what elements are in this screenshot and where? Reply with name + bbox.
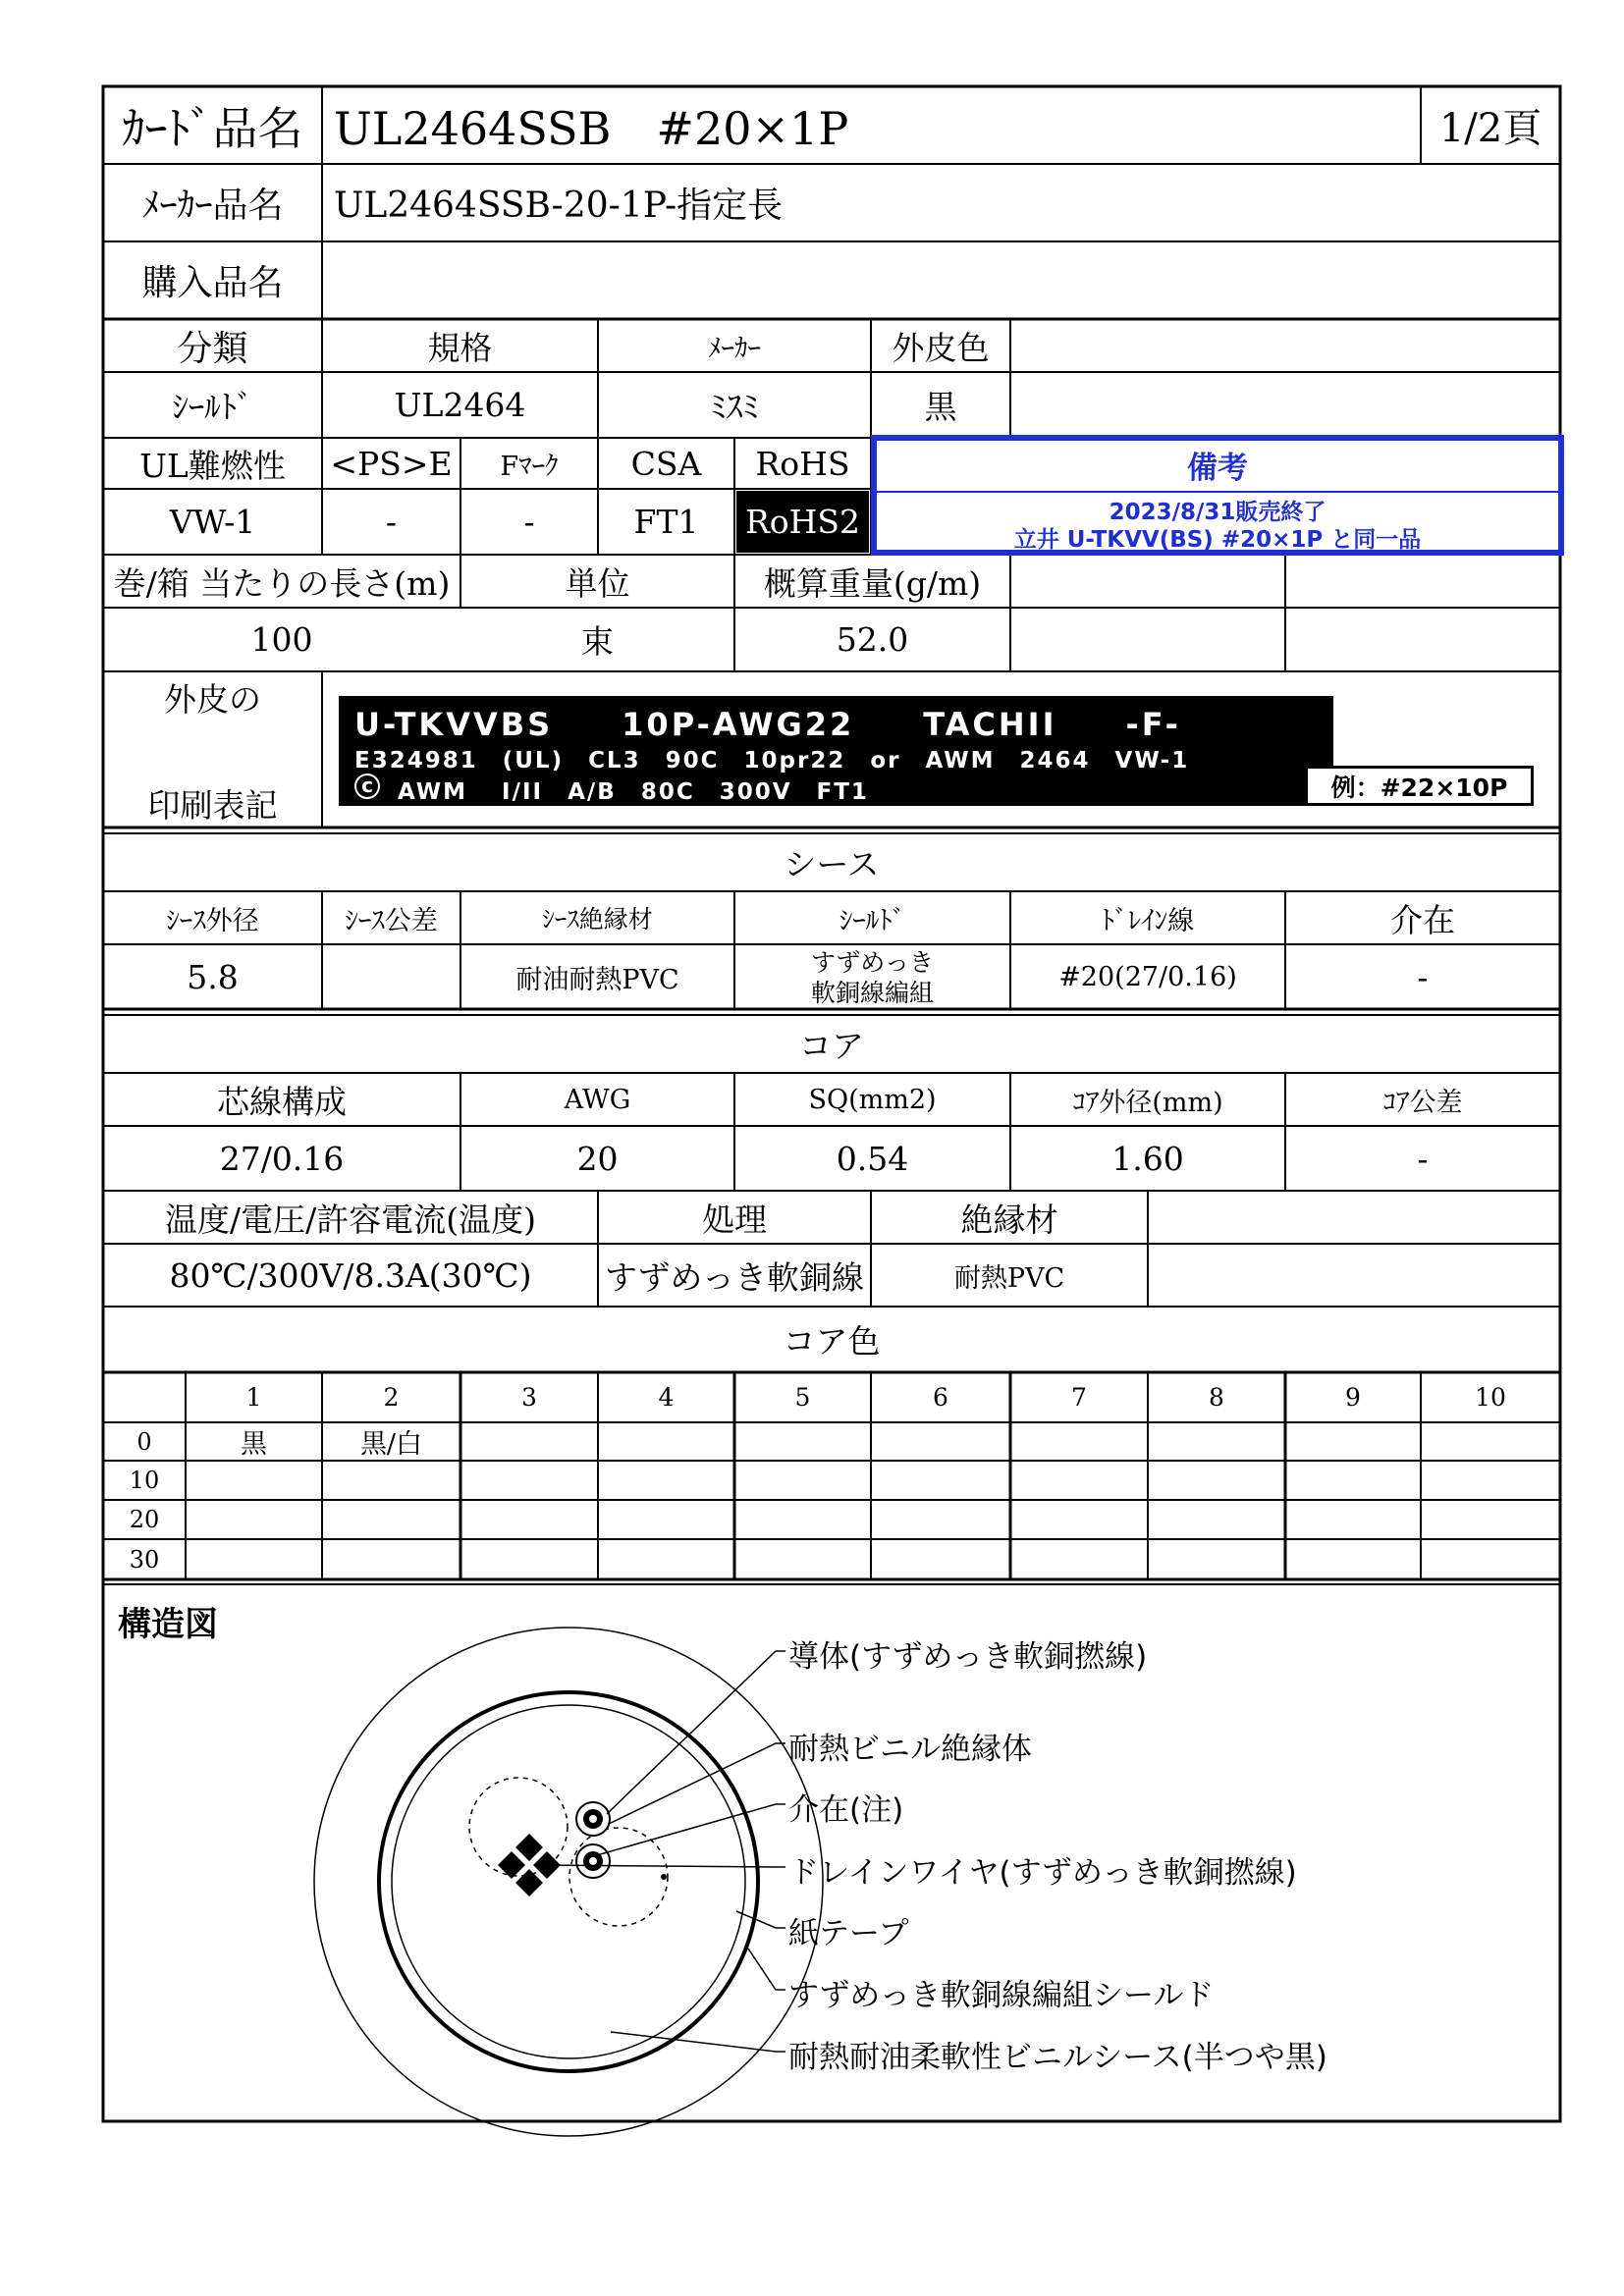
core-tolerance-value: -: [1417, 1139, 1429, 1178]
shield-header: ｼｰﾙﾄﾞ: [839, 905, 906, 936]
maker-value: ﾐｽﾐ: [710, 388, 759, 426]
card-name-label: ｶｰﾄﾞ品名: [122, 101, 303, 155]
color-column-header: 7: [1071, 1383, 1087, 1412]
unit-value: 束: [581, 622, 614, 661]
drain-header: ﾄﾞﾚｲﾝ線: [1101, 905, 1195, 936]
weight-header: 概算重量(g/m): [763, 563, 982, 603]
print-example-label: 例：#22×10P: [1305, 766, 1534, 806]
remarks-line2: 立井 U-TKVV(BS) #20×1P と同一品: [1013, 526, 1422, 553]
remarks-title: 備考: [1187, 450, 1248, 486]
color-column-header: 5: [794, 1383, 811, 1412]
core-tolerance-header: ｺｱ公差: [1382, 1087, 1463, 1118]
pse-header: <PS>E: [330, 444, 453, 483]
print-line-2: E324981 (UL) CL3 90C 10pr22 or AWM 2464 VW-1: [354, 748, 1190, 774]
page-number: 1/2頁: [1438, 106, 1543, 151]
csa-value: FT1: [633, 503, 699, 541]
structure-title: 構造図: [118, 1605, 218, 1644]
sheath-section-title: シース: [784, 845, 880, 883]
filler-circle-lower: [569, 1828, 668, 1926]
label-paper-tape: 紙テープ: [788, 1916, 909, 1951]
maker-header: ﾒｰｶｰ: [708, 333, 761, 364]
label-filler: 介在(注): [788, 1792, 904, 1828]
shield-value-line2: 軟銅線編組: [810, 979, 934, 1007]
print-line-3: AWM I/II A/B 80C 300V FT1: [398, 779, 869, 805]
sheath-circle: [314, 1628, 823, 2136]
maker-part-label: ﾒｰｶｰ品名: [141, 186, 284, 226]
ul-flame-header: UL難燃性: [139, 446, 286, 485]
color-row-label: 30: [129, 1545, 160, 1574]
treatment-header: 処理: [702, 1200, 767, 1239]
core-2-conductor-highlight: [589, 1857, 597, 1865]
standard-value: UL2464: [394, 386, 526, 424]
sheath-od-header: ｼｰｽ外径: [166, 905, 259, 936]
sheath-od-value: 5.8: [187, 957, 239, 996]
color-column-header: 4: [658, 1383, 675, 1412]
printing-label-bottom: 印刷表記: [147, 785, 278, 825]
awg-value: 20: [576, 1139, 619, 1178]
length-value: 100: [250, 620, 313, 659]
awg-header: AWG: [564, 1084, 631, 1115]
sq-value: 0.54: [836, 1139, 909, 1178]
classification-value: ｼｰﾙﾄﾞ: [172, 388, 253, 426]
filler-header: 介在: [1390, 900, 1455, 939]
rating-value: 80℃/300V/8.3A(30℃): [169, 1255, 532, 1295]
paper-tape-circle: [392, 1705, 745, 2058]
label-conductor: 導体(すずめっき軟銅撚線): [788, 1639, 1148, 1675]
label-sheath: 耐熱耐油柔軟性ビニルシース(半つや黒): [788, 2040, 1327, 2075]
core-od-value: 1.60: [1111, 1139, 1184, 1178]
f-mark-header: Fﾏｰｸ: [500, 451, 559, 482]
color-column-header: 3: [521, 1383, 537, 1412]
treatment-value: すずめっき軟銅線: [605, 1257, 864, 1297]
standard-header: 規格: [427, 328, 493, 367]
unit-header: 単位: [565, 563, 630, 603]
purchase-label: 購入品名: [141, 263, 284, 303]
color-row-label: 0: [136, 1427, 152, 1456]
drain-value: #20(27/0.16): [1058, 961, 1237, 992]
filler-value: -: [1417, 957, 1429, 996]
strand-value: 27/0.16: [219, 1139, 345, 1178]
ul-flame-value: VW-1: [169, 503, 256, 541]
maker-part-value: UL2464SSB-20-1P-指定長: [334, 186, 784, 226]
strand-header: 芯線構成: [217, 1082, 347, 1121]
f-mark-value: -: [523, 503, 535, 541]
braid-shield-circle: [379, 1692, 758, 2071]
sheath-material-value: 耐油耐熱PVC: [515, 964, 679, 995]
color-column-header: 9: [1345, 1383, 1361, 1412]
shield-value-line1: すずめっき: [810, 948, 934, 977]
rohs-header: RoHS: [755, 444, 850, 483]
length-header: 巻/箱 当たりの長さ(m): [113, 563, 451, 603]
ul-mark-icon: ᴄ: [354, 774, 380, 799]
card-name-value: UL2464SSB #20×1P: [334, 101, 849, 155]
label-insulation: 耐熱ビニル絶縁体: [788, 1732, 1032, 1767]
rohs-value: RoHS2: [736, 491, 869, 553]
printing-label-top: 外皮の: [164, 679, 261, 719]
csa-header: CSA: [630, 444, 702, 483]
pse-value: -: [385, 503, 398, 541]
leader-dot: [661, 1874, 667, 1880]
color-column-header: 2: [383, 1383, 400, 1412]
print-line-1: U-TKVVBS 10P-AWG22 TACHII -F-: [354, 706, 1181, 743]
jacket-color-header: 外皮色: [892, 328, 990, 367]
jacket-color-value: 黒: [924, 388, 957, 426]
color-cell: 黒: [241, 1429, 267, 1460]
insulation-value: 耐熱PVC: [953, 1262, 1065, 1294]
core-section-title: コア: [799, 1027, 864, 1065]
core-1-conductor-highlight: [589, 1815, 597, 1823]
label-drain-wire: ドレインワイヤ(すずめっき軟銅撚線): [788, 1855, 1297, 1891]
insulation-header: 絶縁材: [960, 1200, 1058, 1239]
sheath-material-header: ｼｰｽ絶縁材: [542, 905, 653, 934]
color-column-header: 6: [933, 1383, 948, 1412]
remarks-line1: 2023/8/31販売終了: [1109, 499, 1326, 525]
color-cell: 黒/白: [359, 1429, 423, 1460]
color-column-header: 1: [245, 1383, 262, 1412]
color-row-label: 10: [129, 1467, 160, 1494]
weight-value: 52.0: [836, 620, 909, 659]
color-row-label: 20: [129, 1506, 160, 1533]
core-od-header: ｺｱ外径(mm): [1072, 1087, 1223, 1118]
core-color-section-title: コア色: [783, 1322, 881, 1361]
classification-header: 分類: [177, 328, 248, 369]
color-column-header: 10: [1475, 1383, 1506, 1412]
color-column-header: 8: [1209, 1383, 1224, 1412]
rating-header: 温度/電圧/許容電流(温度): [165, 1200, 536, 1239]
sheath-tolerance-header: ｼｰｽ公差: [345, 905, 438, 936]
sq-header: SQ(mm2): [808, 1084, 937, 1115]
label-braid-shield: すずめっき軟銅線編組シールド: [788, 1978, 1215, 2013]
